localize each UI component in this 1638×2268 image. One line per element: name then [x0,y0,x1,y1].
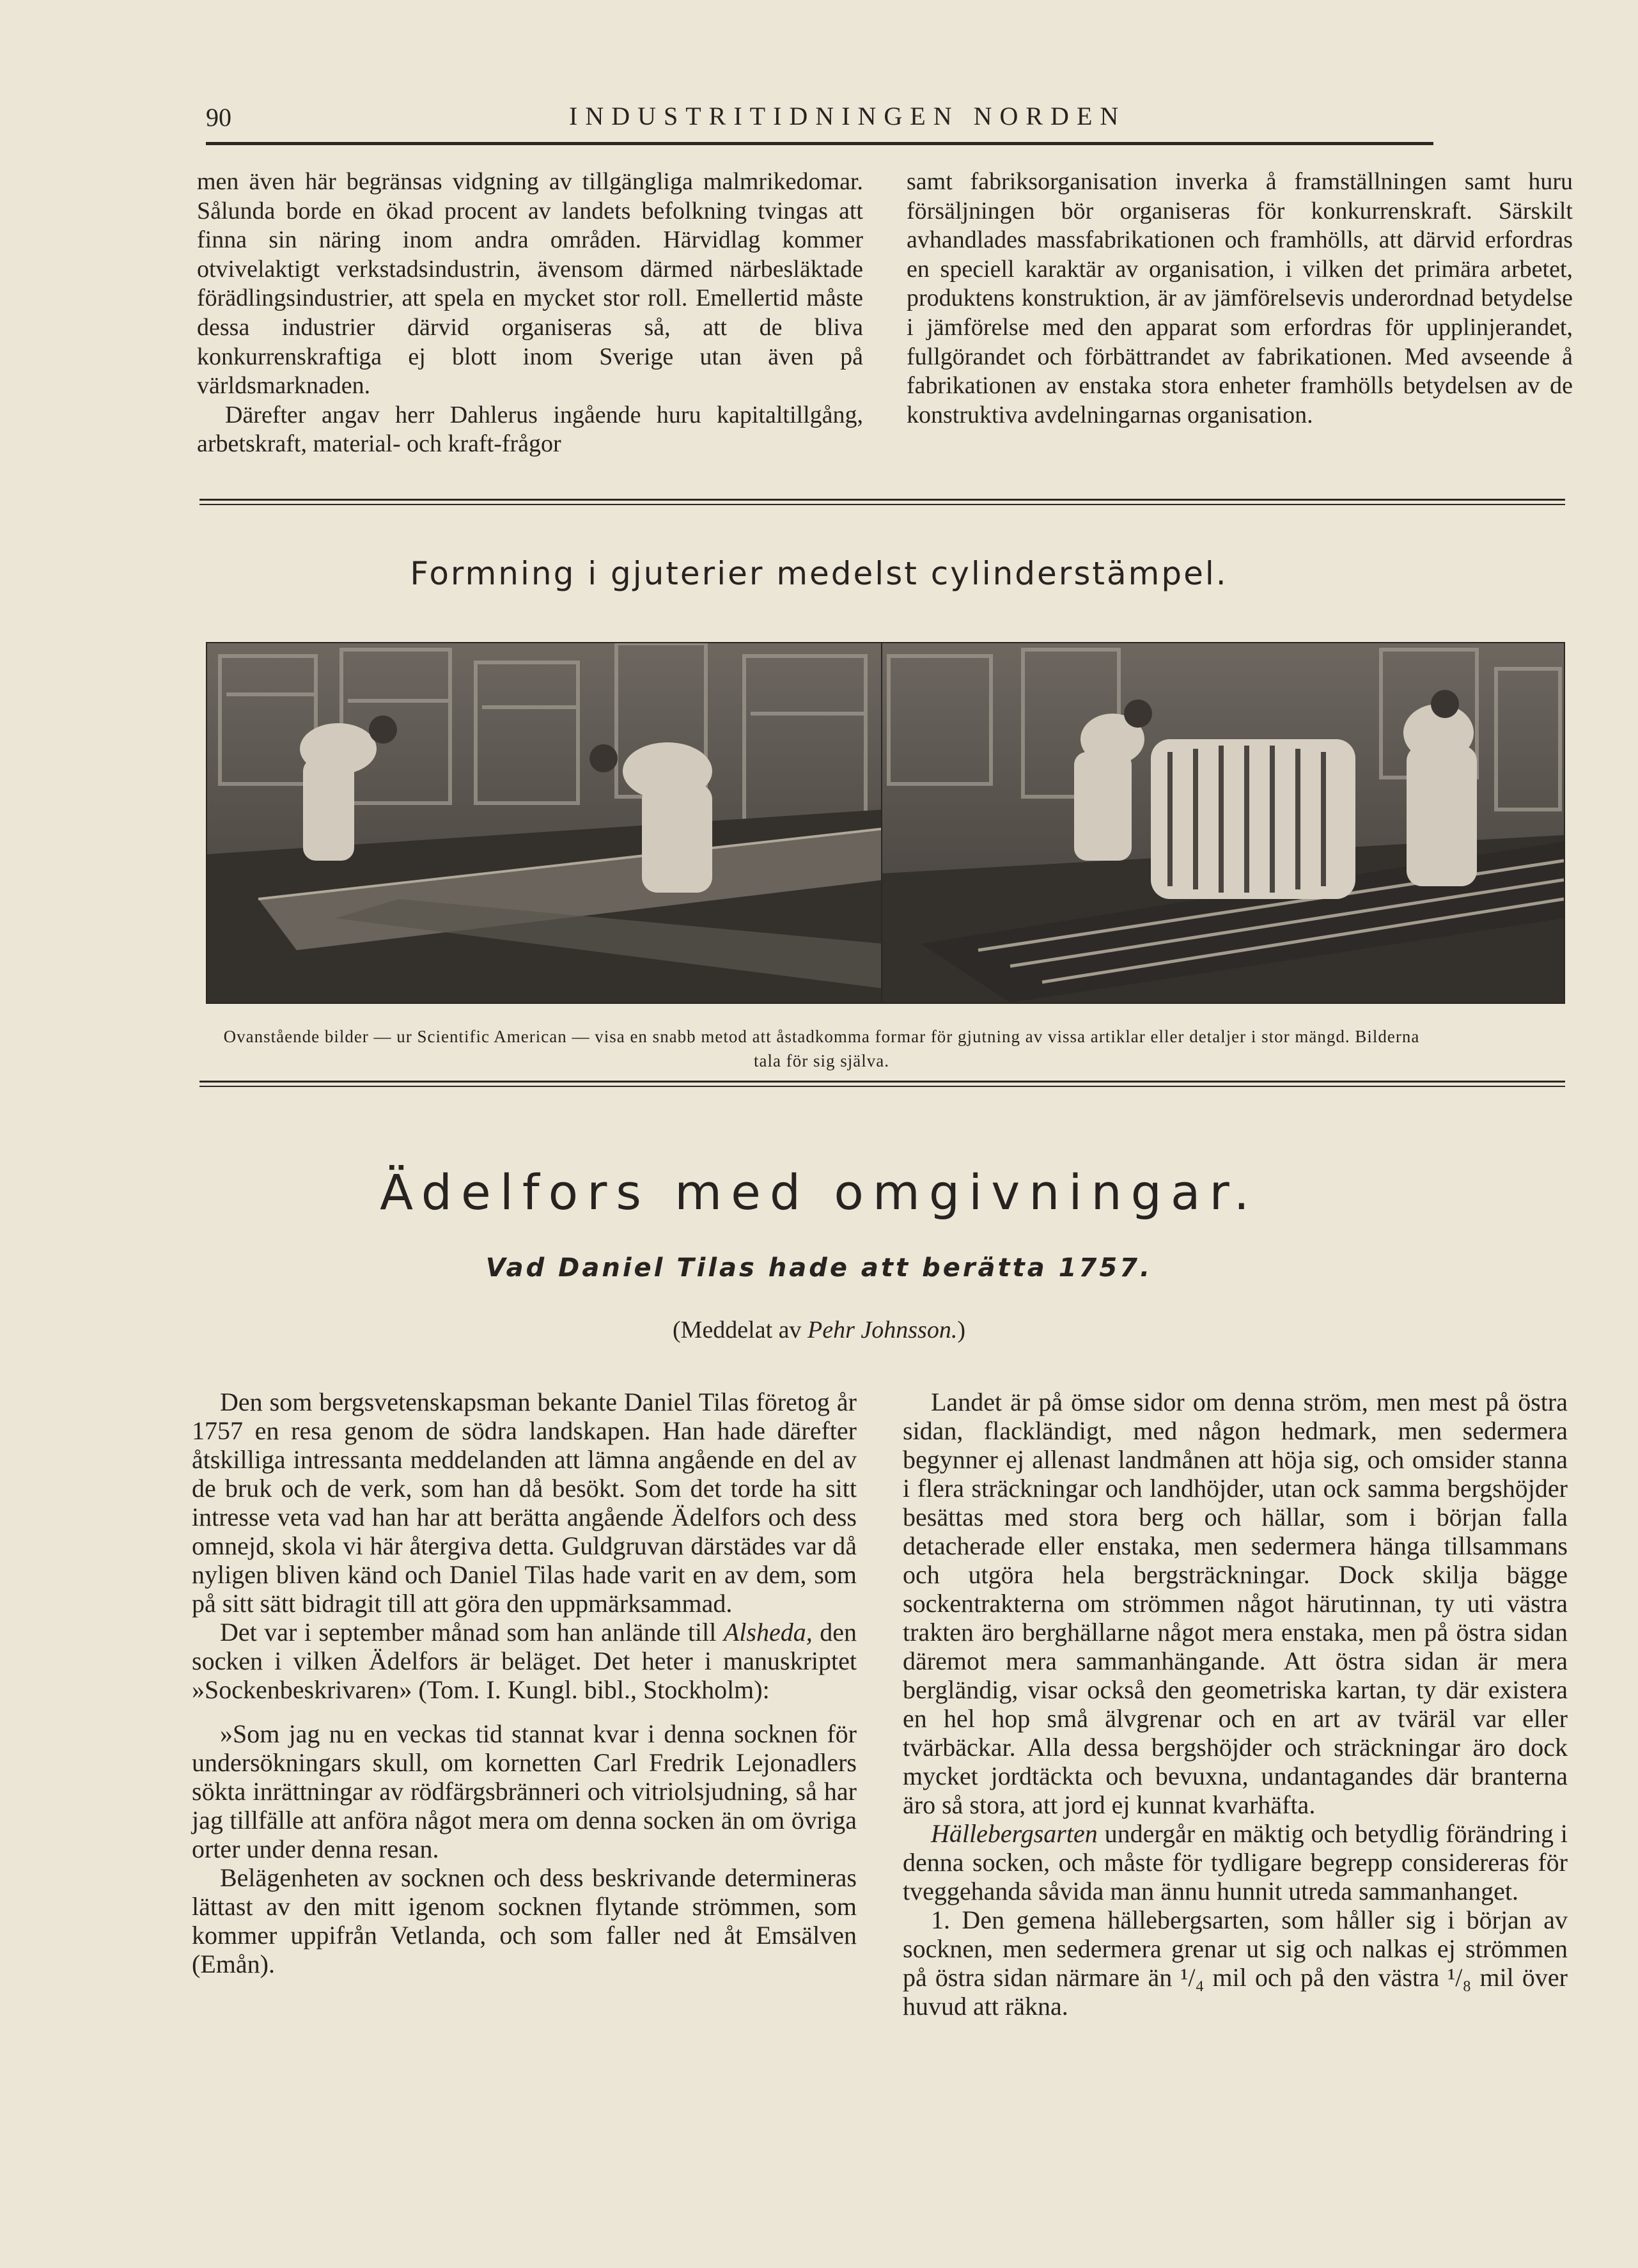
journal-title: INDUSTRITIDNINGEN NORDEN [569,102,1127,130]
article-subtitle: Vad Daniel Tilas hade att berätta 1757. [485,1253,1153,1283]
paragraph [192,1618,857,1704]
paragraph: »Som jag nu en veckas tid stannat kvar i denna socknen för undersökningars skull, om kornetten Carl Fredrik Lejonadlers sökta inrättningar av rödfärgsbränneri och vitriolsjudning, så har jag tillfälle att anföra något mera om denna socken än om övriga orter under denna resan. [192,1719,857,1863]
header-rule [206,142,1433,145]
paragraph: men även här begränsas vidgning av tillgängliga malmrikedomar. Sålunda borde en ökad procent av landets befolkning tvingas att finna sin näring inom andra områden. Härvidlag kommer otvivelaktigt verkstadsindustrin, ävensom därmed närbesläktade förädlingsindustrier, att spela en mycket stor roll. Emellertid måste dessa industrier därvid organiseras så, att de bliva konkurrenskraftiga ej blott inom Sverige utan även på världsmarknaden. [197,168,863,400]
term: Hällebergsarten [931,1819,1098,1848]
text-run: undergår en mäktig och betydlig förändring i denna socken, och måste för tydligare begrepp considereras för tveggehanda såvida man ännu hunnit utreda sammanhanget. [903,1819,1568,1905]
foundry-photo-right [881,642,1565,1004]
credit-prefix: (Meddelat av [673,1317,808,1343]
article-right-column [903,1388,1568,2021]
article-title: Ädelfors med omgivningar. [380,1164,1258,1221]
section-rule [199,499,1565,501]
section-rule [199,504,1565,505]
paragraph: samt fabriksorganisation inverka å framställningen samt huru försäljningen bör organiseras för konkurrenskraft. Särskilt avhandlades massfabrikationen och framhölls, att därvid erfordras en speciell karaktär av organisation, i vilken det primära arbetet, produktens konstruktion, är av jämförelsevis underordnad betydelse i jämförelse med den apparat som erfordras för upplinjerandet, fullgörandet och förbättrandet av fabrikationen. Med avseende å fabrikationen av enstaka stora enheter framhölls betydelsen av de konstruktiva avdelningarnas organisation. [907,168,1573,428]
section-rule [199,1081,1565,1083]
top-left-column [197,168,863,459]
page-number: 90 [206,103,231,132]
paragraph [903,1819,1568,1905]
foundry-photo-left [206,642,885,1004]
section-rule [199,1086,1565,1087]
article-left-column [192,1388,857,1978]
top-right-column [907,168,1573,430]
credit-suffix: ) [957,1317,965,1343]
article-credit [0,1316,1638,1344]
paragraph: Belägenheten av socknen och dess beskrivande determineras lättast av den mitt igenom socknen flytande strömmen, som kommer uppifrån Vetlanda, och som faller ned åt Emsälven (Emån). [192,1863,857,1978]
paragraph: Den som bergsvetenskapsman bekante Daniel Tilas företog år 1757 en resa genom de södra landskapen. Han hade därefter åtskilliga intressanta meddelanden att lämna angående en del av de bruk och de verk, som han då besökt. Som det torde ha sitt intresse veta vad han har att berätta angående Ädelfors och dess omnejd, skola vi här återgiva detta. Guldgruvan därstädes var då nyligen bliven känd och Daniel Tilas hade varit en av dem, som på sitt sätt bidragit till att göra den uppmärksammad. [192,1388,857,1618]
credit-author: Pehr Johnsson. [807,1317,958,1343]
figure-heading: Formning i gjuterier medelst cylinderstämpel. [410,555,1228,592]
paragraph: 1. Den gemena hällebergsarten, som håller sig i början av socknen, men sedermera grenar ut sig och nalkas ej strömmen på östra sidan närmare än ¹/₄ mil och på den västra ¹/₈ mil över huvud att räkna. [903,1905,1568,2021]
text-run: den socken i vilken Ädelfors är beläget. Det heter i manuskriptet »Sockenbeskrivaren» (Tom. I. Kungl. bibl., Stockholm): [192,1618,857,1704]
paragraph: Därefter angav herr Dahlerus ingående huru kapitaltillgång, arbetskraft, material- och kraft-frågor [197,401,863,458]
figure-caption: Ovanstående bilder — ur Scientific American — visa en snabb metod att åstadkomma formar för gjutning av vissa artiklar eller detaljer i stor mängd. Bilderna tala för sig själva. [223,1027,1420,1070]
place-name: Alsheda, [723,1618,813,1646]
paragraph: Landet är på ömse sidor om denna ström, men mest på östra sidan, flackländigt, med någon hedmark, men sedermera begynner ej allenast landmånen att höja sig, och omsider stanna i flera sträckningar och landhöjder, utan ock samma bergshöjder besättas med stora berg och hällar, som i början falla detacherade eller enstaka, men sedermera hänga tillsammans och utgöra hela bergsträckningar. Dock skilja bägge sockentrakterna om strömmen något härutinnan, ty uti västra trakten äro berghällarne något mera enstaka, men på östra sidan däremot mera sammanhängande. Att östra sidan är mera bergländig, visar också den geometriska kartan, ty där existera en hel hop små älvgrenar och en art av tväräl var eller tvärbäckar. Alla dessa bergshöjder och sträckningar äro dock mycket jordtäckta och bevuxna, undantagandes där branterna äro så stora, att jord ej kunnat kvarhäfta. [903,1388,1568,1819]
text-run: Det var i september månad som han anlände till [220,1618,724,1646]
